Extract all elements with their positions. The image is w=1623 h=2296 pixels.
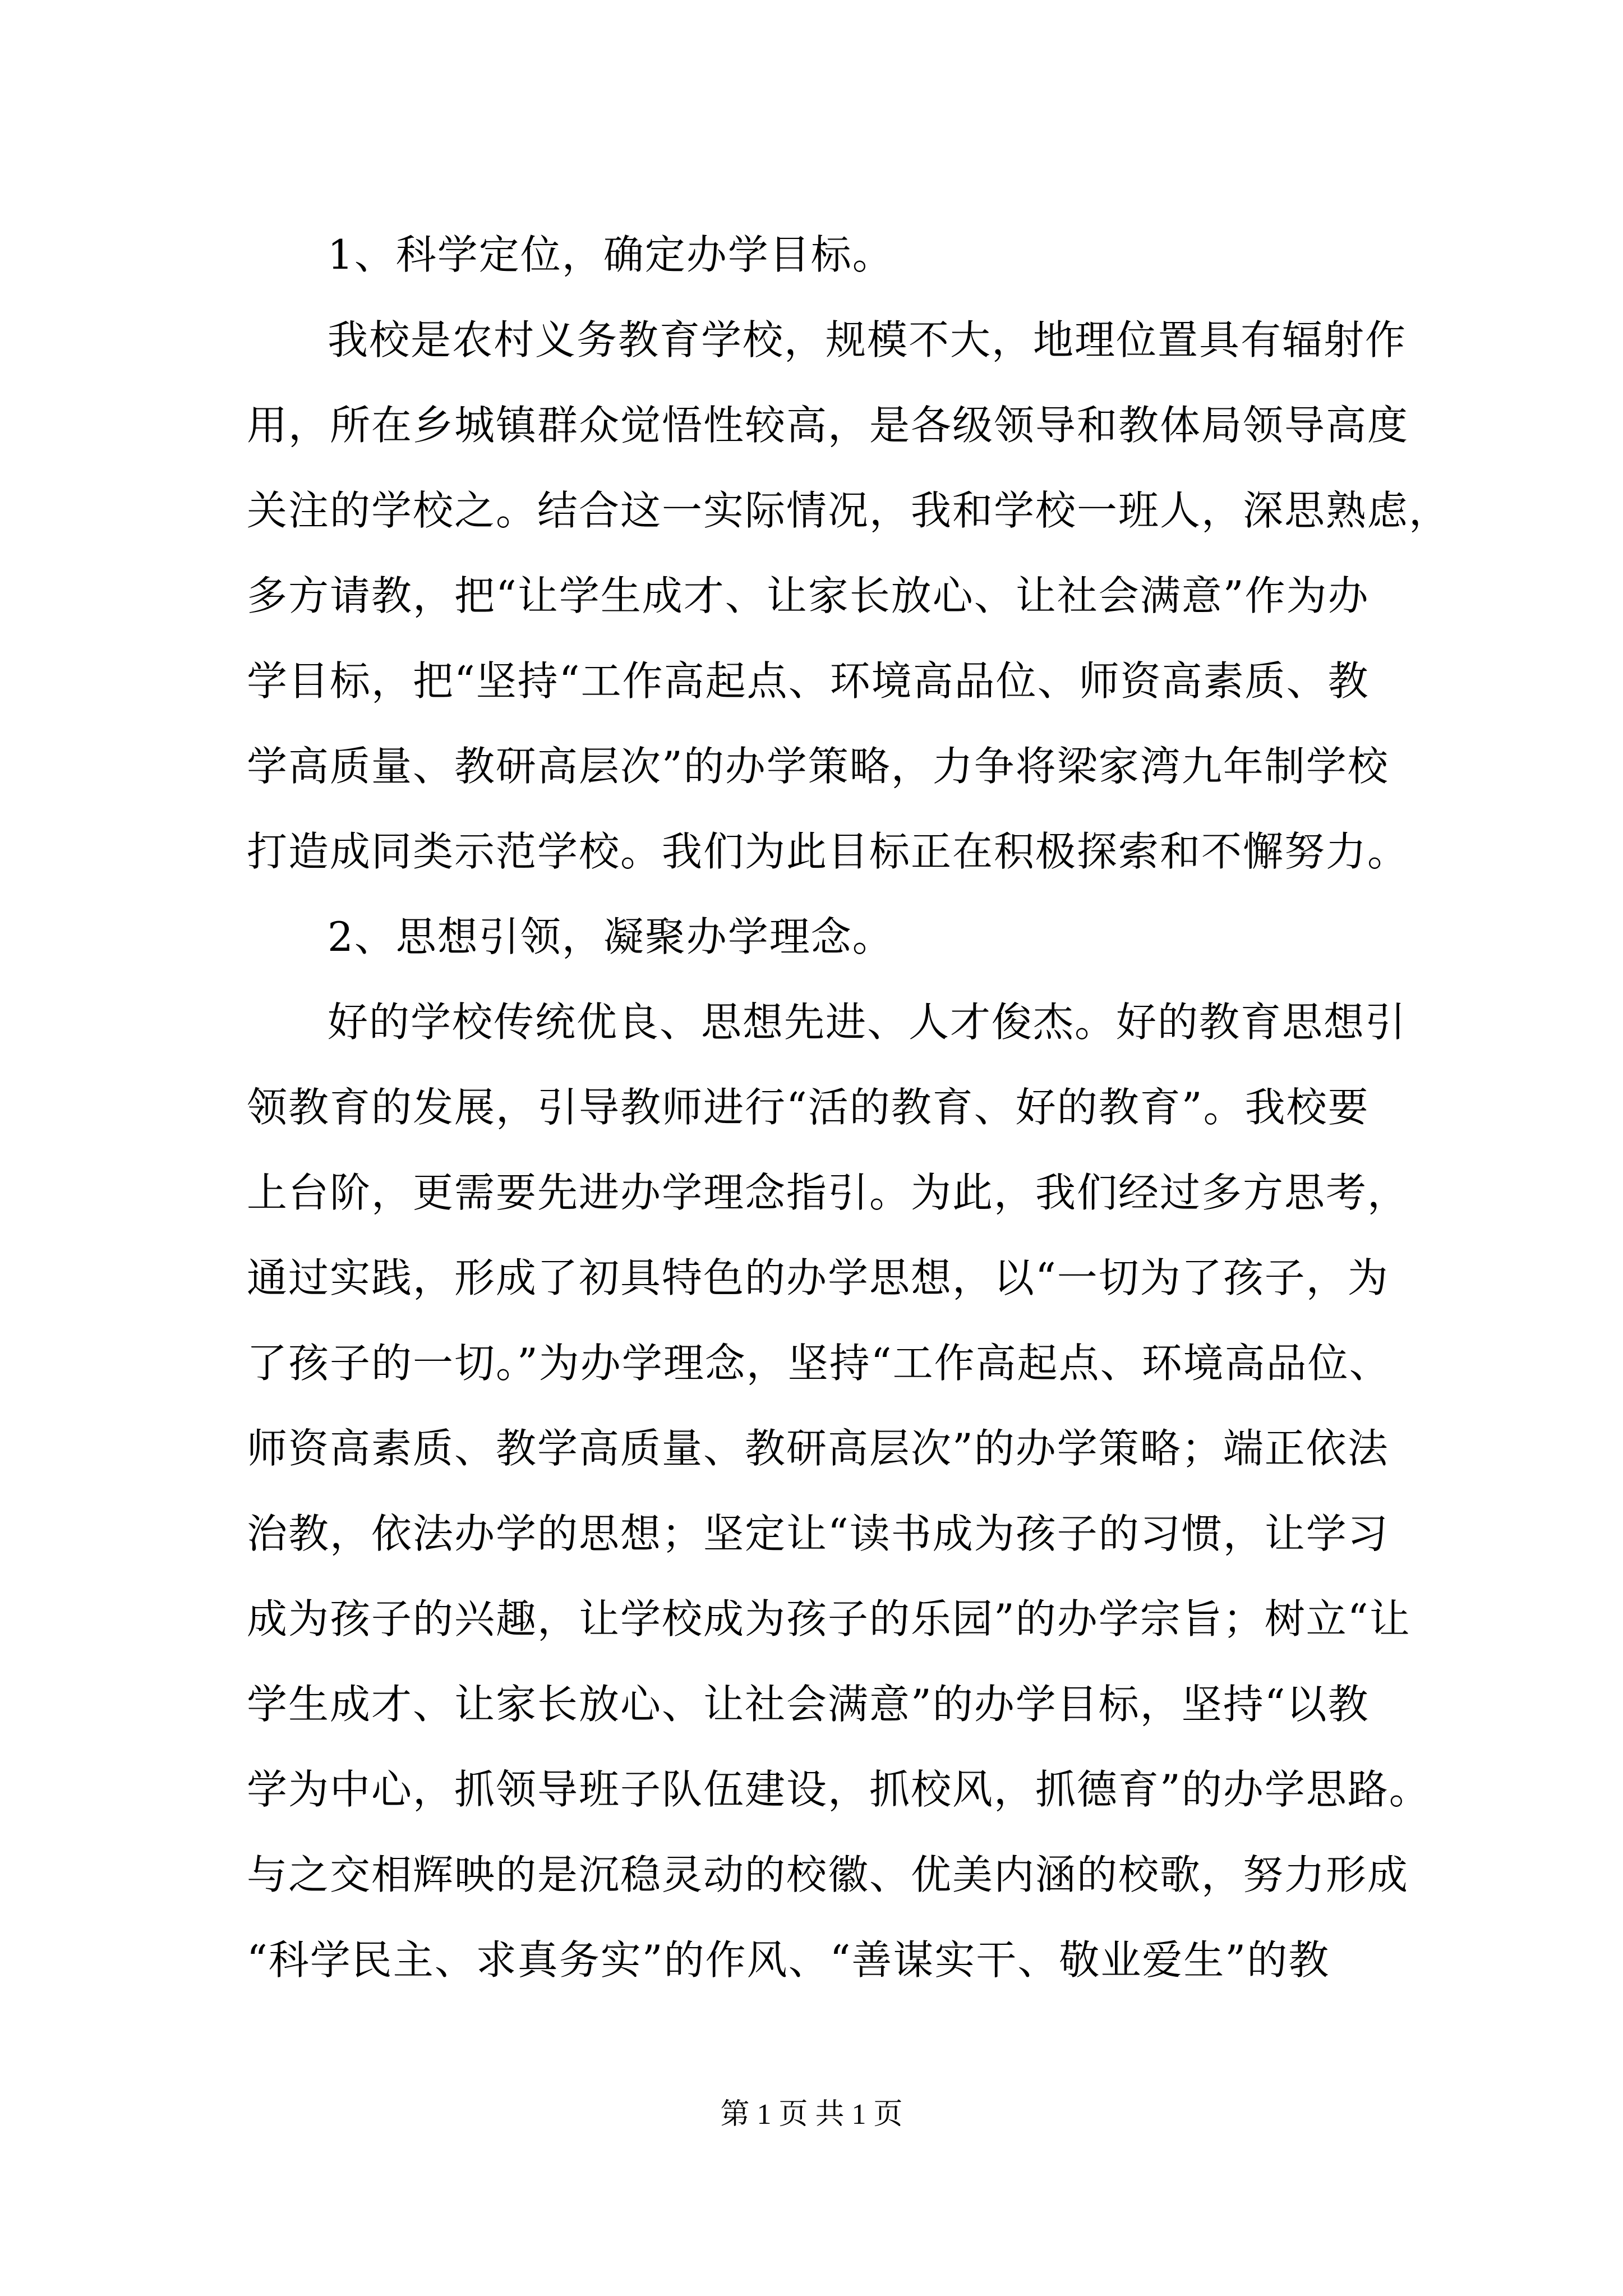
- paragraph-line: 打造成同类示范学校。我们为此目标正在积极探索和不懈努力。: [247, 828, 1409, 875]
- paragraph-line: 上台阶，更需要先进办学理念指引。为此，我们经过多方思考，: [247, 1169, 1409, 1216]
- paragraph-line: 学目标，把“坚持“工作高起点、环境高品位、师资高素质、教: [247, 657, 1370, 705]
- paragraph-line: 用，所在乡城镇群众觉悟性较高，是各级领导和教体局领导高度: [247, 402, 1409, 449]
- paragraph-line: 学高质量、教研高层次”的办学策略，力争将梁家湾九年制学校: [247, 743, 1389, 790]
- document-body: [247, 212, 1451, 2003]
- paragraph-line: 治教，依法办学的思想；坚定让“读书成为孩子的习惯，让学习: [247, 1510, 1389, 1557]
- paragraph-line: 关注的学校之。结合这一实际情况，我和学校一班人，深思熟虑，: [247, 487, 1451, 534]
- paragraph-line: 我校是农村义务教育学校，规模不大，地理位置具有辐射作: [328, 316, 1407, 364]
- paragraph-line: 学生成才、让家长放心、让社会满意”的办学目标，坚持“以教: [247, 1681, 1370, 1728]
- section-heading-1: 1、科学定位，确定办学目标。: [328, 231, 894, 278]
- paragraph-line: 多方请教，把“让学生成才、让家长放心、让社会满意”作为办: [247, 572, 1370, 619]
- paragraph-line: 领教育的发展，引导教师进行“活的教育、好的教育”。我校要: [247, 1084, 1370, 1131]
- page-number-footer: 第 1 页 共 1 页: [720, 2099, 903, 2131]
- section-heading-2: 2、思想引领，凝聚办学理念。: [328, 913, 894, 960]
- paragraph-line: “科学民主、求真务实”的作风、“善谋实干、敬业爱生”的教: [247, 1936, 1330, 1984]
- paragraph-line: 学为中心，抓领导班子队伍建设，抓校风，抓德育”的办学思路。: [247, 1766, 1431, 1813]
- paragraph-line: 与之交相辉映的是沉稳灵动的校徽、优美内涵的校歌，努力形成: [247, 1851, 1409, 1898]
- paragraph-line: 通过实践，形成了初具特色的办学思想，以“一切为了孩子，为: [247, 1254, 1389, 1301]
- paragraph-line: 好的学校传统优良、思想先进、人才俊杰。好的教育思想引: [328, 999, 1407, 1046]
- paragraph-line: 成为孩子的兴趣，让学校成为孩子的乐园”的办学宗旨；树立“让: [247, 1595, 1411, 1642]
- paragraph-line: 师资高素质、教学高质量、教研高层次”的办学策略；端正依法: [247, 1425, 1389, 1472]
- paragraph-line: 了孩子的一切。”为办学理念，坚持“工作高起点、环境高品位、: [247, 1340, 1391, 1387]
